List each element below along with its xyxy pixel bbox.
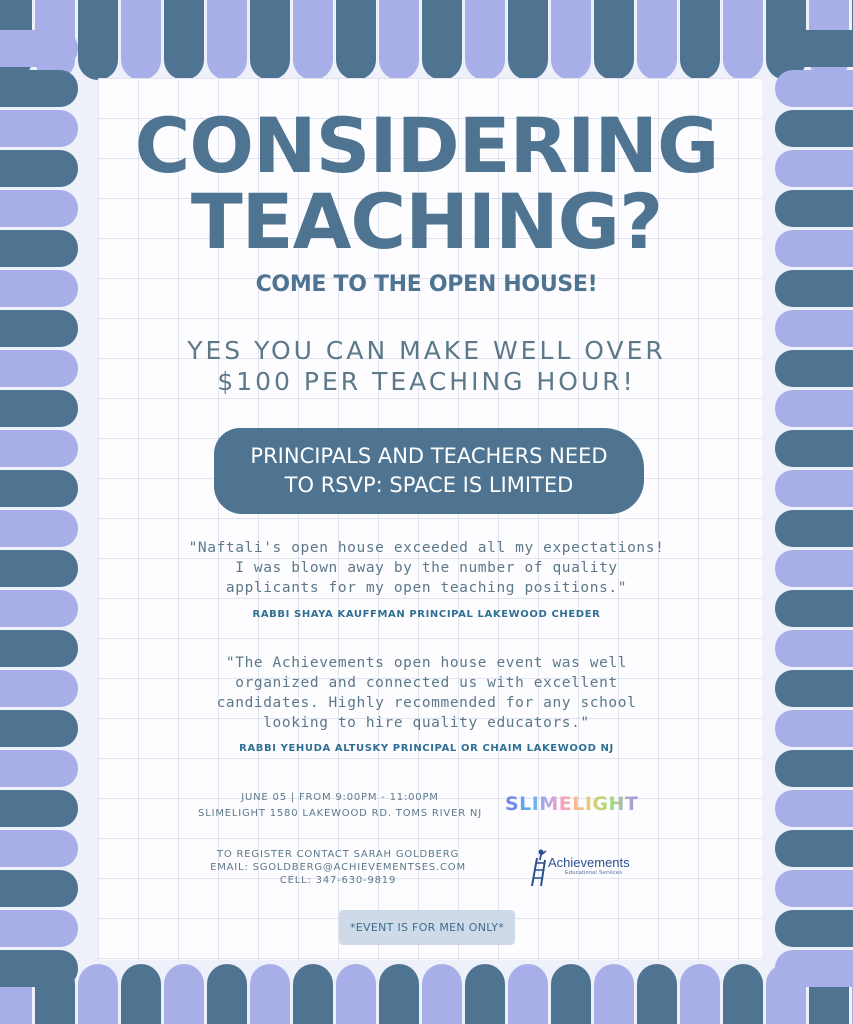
- border-scallop: [775, 870, 853, 907]
- testimonial-2-line: candidates. Highly recommended for any school: [216, 695, 637, 711]
- border-scallop: [551, 0, 591, 80]
- rsvp-line-2: TO RSVP: SPACE IS LIMITED: [284, 473, 574, 497]
- border-scallop: [121, 0, 161, 80]
- border-scallop: [379, 964, 419, 1024]
- event-datetime: JUNE 05 | FROM 9:00PM - 11:00PM: [241, 792, 439, 803]
- border-scallop: [775, 790, 853, 827]
- ladder-figure-icon: [526, 848, 550, 888]
- border-scallop: [680, 964, 720, 1024]
- border-scallop: [164, 964, 204, 1024]
- border-scallop: [0, 30, 78, 67]
- slimelight-logo: SLIMELIGHT: [505, 793, 639, 815]
- border-scallop: [293, 964, 333, 1024]
- border-scallop: [422, 964, 462, 1024]
- border-scallop: [775, 470, 853, 507]
- contact-cell: CELL: 347-630-9819: [279, 875, 397, 886]
- event-location: SLIMELIGHT 1580 LAKEWOOD RD. TOMS RIVER NJ: [198, 808, 482, 819]
- border-scallop: [775, 830, 853, 867]
- border-scallop: [680, 0, 720, 80]
- border-scallop: [637, 0, 677, 80]
- earnings-line-1: YES YOU CAN MAKE WELL OVER: [187, 336, 666, 365]
- contact-email: EMAIL: SGOLDBERG@ACHIEVEMENTSES.COM: [210, 862, 466, 873]
- border-scallop: [293, 0, 333, 80]
- testimonial-1: [0, 538, 853, 620]
- border-scallop: [594, 964, 634, 1024]
- border-scallop: [465, 0, 505, 80]
- border-scallop: [0, 470, 78, 507]
- border-scallop: [465, 964, 505, 1024]
- border-scallop: [78, 964, 118, 1024]
- border-scallop: [0, 790, 78, 827]
- border-scallop: [0, 830, 78, 867]
- border-scallop: [775, 430, 853, 467]
- testimonial-1-line: applicants for my open teaching positions.": [225, 580, 628, 596]
- achievements-logo-tagline: Educational Services: [565, 870, 623, 876]
- testimonial-2-attribution: RABBI YEHUDA ALTUSKY PRINCIPAL OR CHAIM LAKEWOOD NJ: [239, 743, 614, 754]
- border-scallop: [775, 910, 853, 947]
- border-scallop: [250, 964, 290, 1024]
- border-scallop: [551, 964, 591, 1024]
- border-scallop: [207, 964, 247, 1024]
- border-scallop: [379, 0, 419, 80]
- border-scallop: [775, 950, 853, 987]
- border-scallop: [775, 70, 853, 107]
- border-scallop: [637, 964, 677, 1024]
- border-scallop: [207, 0, 247, 80]
- border-scallop: [0, 910, 78, 947]
- rsvp-banner: [214, 428, 644, 514]
- border-scallop: [508, 964, 548, 1024]
- men-only-notice: *EVENT IS FOR MEN ONLY*: [339, 910, 515, 945]
- testimonial-1-line: "Naftali's open house exceeded all my expectations!: [188, 540, 665, 556]
- event-details: [190, 791, 490, 820]
- achievements-logo-text: Achievements: [548, 855, 630, 870]
- border-scallop: [422, 0, 462, 80]
- border-scallop: [250, 0, 290, 80]
- border-scallop: [0, 950, 78, 987]
- border-scallop: [0, 870, 78, 907]
- border-scallop: [78, 0, 118, 80]
- contact-line: TO REGISTER CONTACT SARAH GOLDBERG: [216, 849, 460, 860]
- border-scallop: [775, 30, 853, 67]
- subheadline: COME TO THE OPEN HOUSE!: [255, 272, 598, 297]
- testimonial-1-attribution: RABBI SHAYA KAUFFMAN PRINCIPAL LAKEWOOD CHEDER: [252, 609, 601, 620]
- border-scallop: [0, 430, 78, 467]
- headline-line-1: CONSIDERING: [134, 101, 719, 190]
- testimonial-2-line: "The Achievements open house event was well: [225, 655, 628, 671]
- border-scallop: [121, 964, 161, 1024]
- border-scallop: [336, 0, 376, 80]
- testimonial-2-line: looking to hire quality educators.": [263, 715, 590, 731]
- border-scallop: [508, 0, 548, 80]
- border-scallop: [594, 0, 634, 80]
- testimonial-2-line: organized and connected us with excellent: [235, 675, 618, 691]
- border-scallop: [164, 0, 204, 80]
- border-scallop: [723, 0, 763, 80]
- border-scallop: [723, 964, 763, 1024]
- border-scallop: [775, 750, 853, 787]
- border-scallop: [0, 70, 78, 107]
- rsvp-line-1: PRINCIPALS AND TEACHERS NEED: [250, 444, 608, 468]
- testimonial-1-line: I was blown away by the number of quality: [235, 560, 618, 576]
- border-scallop: [0, 750, 78, 787]
- contact-info: [198, 848, 478, 887]
- testimonial-2: [0, 653, 853, 754]
- border-scallop: [336, 964, 376, 1024]
- headline-line-2: TEACHING?: [190, 177, 663, 266]
- earnings-line-2: $100 PER TEACHING HOUR!: [217, 367, 636, 396]
